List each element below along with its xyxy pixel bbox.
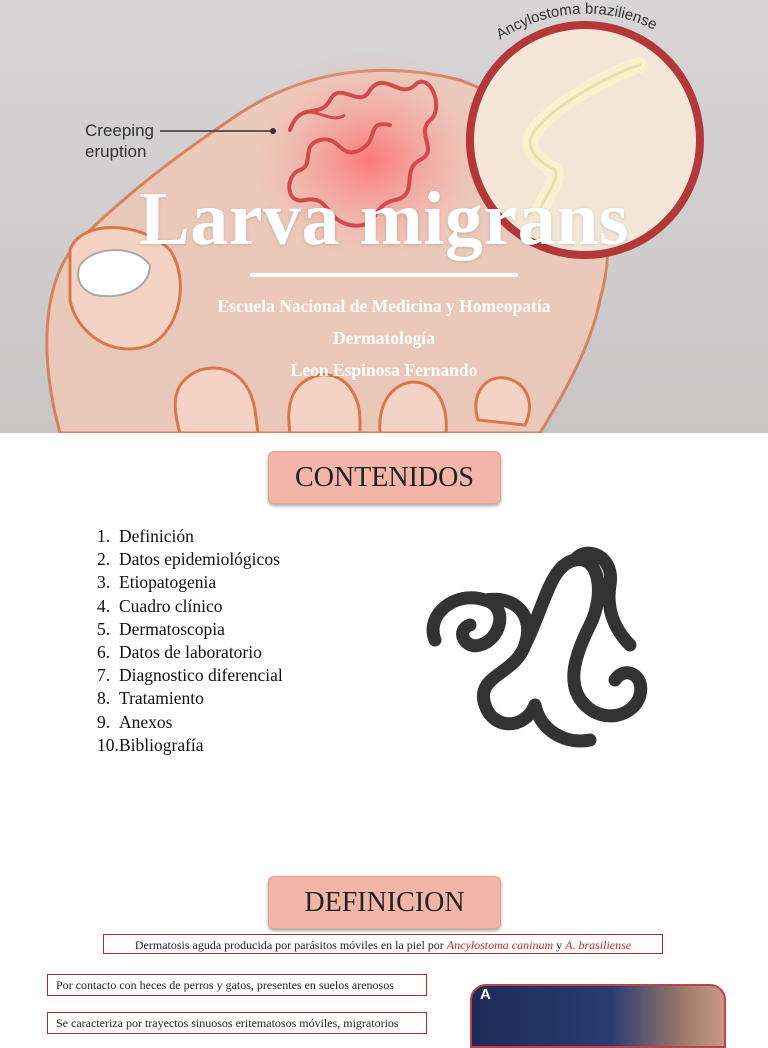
contents-item — [97, 618, 283, 641]
page-title: Larva migrans — [139, 177, 629, 261]
species-1: Ancylostoma caninum — [446, 938, 554, 952]
contents-item-number: 4. — [97, 595, 111, 616]
contents-item-label: Cuadro clínico — [119, 595, 223, 616]
contents-item — [97, 687, 283, 710]
definition-heading: DEFINICION — [268, 876, 501, 929]
definition-box — [103, 934, 663, 954]
contents-item — [97, 711, 283, 734]
contents-item-label: Etiopatogenia — [119, 572, 217, 593]
contents-item-label: Bibliografía — [119, 734, 204, 755]
contents-item-label: Anexos — [119, 711, 173, 732]
contents-item-label: Datos epidemiológicos — [119, 549, 280, 570]
creeping-label-line-1: Creeping — [85, 121, 154, 140]
contents-item-number: 10. — [97, 734, 119, 755]
subject-name: Dermatología — [332, 328, 436, 348]
contents-item-number: 2. — [97, 549, 111, 570]
contents-heading: CONTENIDOS — [268, 451, 501, 504]
definition-connector: y — [553, 938, 566, 952]
contents-item-label: Tratamiento — [119, 688, 204, 709]
contents-item-label: Datos de laboratorio — [119, 642, 262, 663]
author-name: Leon Espinosa Fernando — [290, 360, 478, 380]
title-underline — [250, 273, 518, 277]
definition-text: Dermatosis aguda producida por parásitos móviles en la piel por — [134, 938, 447, 952]
definition-note-2: Se caracteriza por trayectos sinuosos eritematosos móviles, migratorios — [47, 1012, 427, 1034]
contents-item — [97, 571, 283, 594]
contents-item — [97, 548, 283, 571]
contents-item-label: Dermatoscopia — [119, 618, 225, 639]
contents-item-number: 1. — [97, 526, 111, 546]
contents-item-label: Definición — [119, 526, 194, 546]
definition-note-1: Por contacto con heces de perros y gatos, presentes en suelos arenosos — [47, 974, 427, 996]
species-arc-label: Ancylostoma braziliense — [493, 0, 660, 44]
contents-item — [97, 525, 283, 548]
photo-label: A — [480, 986, 491, 1003]
contents-item-number: 9. — [97, 711, 111, 732]
contents-list — [97, 525, 283, 757]
species-2: A. brasiliense — [565, 938, 632, 952]
clinical-photo — [470, 984, 726, 1048]
cover-slide — [0, 0, 768, 433]
contents-item — [97, 641, 283, 664]
contents-item-number: 5. — [97, 618, 111, 639]
creeping-eruption-label — [85, 120, 154, 162]
school-name: Escuela Nacional de Medicina y Homeopatía — [217, 296, 551, 316]
contents-item-number: 3. — [97, 572, 111, 593]
contents-item-number: 8. — [97, 688, 111, 709]
contents-item-label: Diagnostico diferencial — [119, 665, 283, 686]
contents-item — [97, 734, 283, 757]
creeping-label-line-2: eruption — [85, 142, 147, 161]
contents-item-number: 7. — [97, 665, 111, 686]
contents-item — [97, 595, 283, 618]
worm-icon — [415, 545, 655, 755]
contents-item — [97, 664, 283, 687]
contents-item-number: 6. — [97, 642, 111, 663]
